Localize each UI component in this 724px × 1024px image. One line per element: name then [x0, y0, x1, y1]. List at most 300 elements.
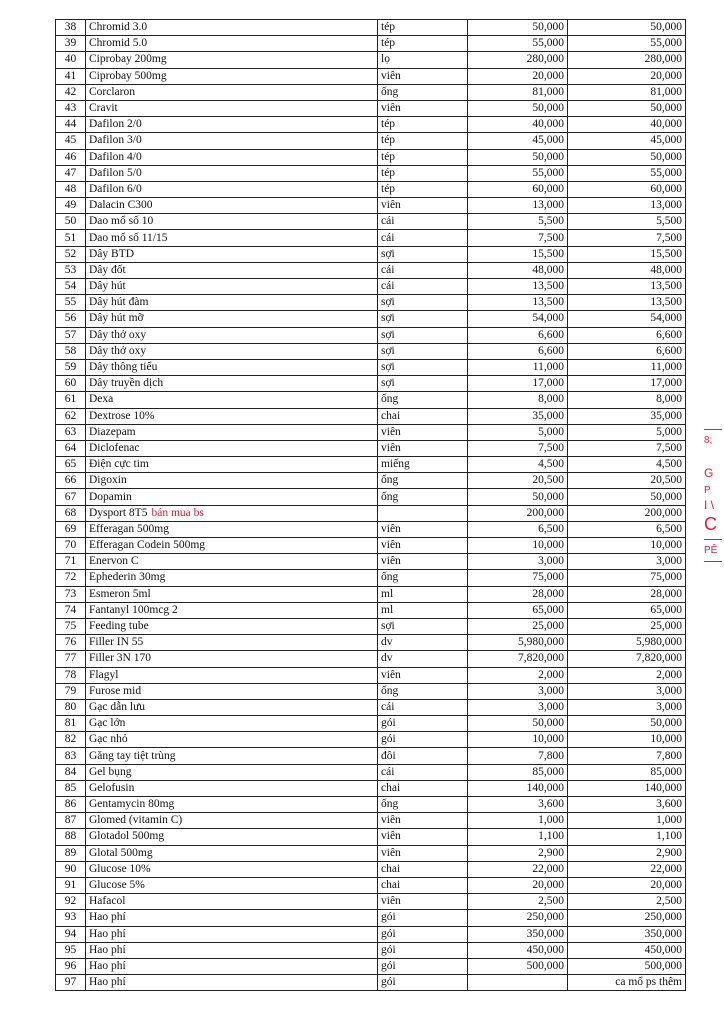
item-name-cell — [86, 813, 378, 829]
total-cell-text: 280,000 — [644, 53, 682, 66]
item-name-cell — [86, 667, 378, 683]
item-name-cell-text: Cravit — [89, 102, 118, 115]
item-name-cell-text: Efferagan Codein 500mg — [89, 539, 206, 552]
unit-cell-text: cái — [381, 765, 395, 778]
total-cell-text: 15,500 — [650, 247, 682, 260]
row-number-cell-text: 65 — [64, 458, 77, 471]
row-number-cell-text: 63 — [64, 425, 77, 438]
unit-cell-text: viên — [381, 522, 401, 535]
item-name-cell-text: Dysport 8T5 — [89, 506, 148, 519]
row-number-cell-text: 43 — [64, 102, 77, 115]
unit-price-cell — [468, 133, 568, 149]
row-number-cell — [56, 764, 86, 780]
unit-price-cell — [468, 279, 568, 295]
total-cell — [568, 84, 686, 100]
unit-price-cell — [468, 343, 568, 359]
item-name-cell-text: Ciprobay 200mg — [89, 53, 167, 66]
total-cell — [568, 343, 686, 359]
unit-price-cell — [468, 84, 568, 100]
total-cell — [568, 359, 686, 375]
table-row — [56, 327, 686, 343]
unit-cell-text: ml — [381, 587, 394, 600]
unit-cell-text: tép — [381, 118, 396, 131]
unit-cell — [378, 408, 468, 424]
row-number-cell — [56, 440, 86, 456]
table-row — [56, 732, 686, 748]
item-name-cell-text: Efferagan 500mg — [89, 522, 169, 535]
total-cell — [568, 780, 686, 796]
row-number-cell — [56, 618, 86, 634]
row-number-cell — [56, 586, 86, 602]
row-number-cell — [56, 100, 86, 116]
unit-price-cell-text: 55,000 — [532, 37, 564, 50]
total-cell-text: 8,000 — [656, 393, 682, 406]
unit-price-cell — [468, 311, 568, 327]
unit-cell — [378, 926, 468, 942]
row-number-cell — [56, 861, 86, 877]
table-row — [56, 651, 686, 667]
unit-price-cell-text: 50,000 — [532, 21, 564, 34]
row-number-cell-text: 85 — [64, 781, 77, 794]
unit-price-cell — [468, 20, 568, 36]
unit-cell-text: sợi — [381, 377, 395, 390]
row-number-cell-text: 94 — [64, 927, 77, 940]
item-name-cell — [86, 327, 378, 343]
total-cell — [568, 133, 686, 149]
row-number-cell — [56, 732, 86, 748]
unit-cell — [378, 149, 468, 165]
unit-price-cell — [468, 813, 568, 829]
total-cell — [568, 376, 686, 392]
row-number-cell — [56, 521, 86, 537]
stamp-rule — [704, 429, 722, 430]
unit-price-cell-text: 28,000 — [532, 587, 564, 600]
row-number-cell-text: 71 — [64, 555, 77, 568]
unit-cell — [378, 198, 468, 214]
total-cell — [568, 20, 686, 36]
unit-price-cell-text: 10,000 — [532, 733, 564, 746]
unit-price-cell — [468, 764, 568, 780]
total-cell-text: ca mổ ps thêm — [615, 976, 682, 989]
unit-price-cell-text: 35,000 — [532, 409, 564, 422]
unit-cell — [378, 392, 468, 408]
total-cell-text: 6,500 — [656, 522, 682, 535]
unit-cell-text: tép — [381, 21, 396, 34]
unit-price-cell-text: 17,000 — [532, 377, 564, 390]
item-name-cell — [86, 376, 378, 392]
total-cell — [568, 408, 686, 424]
unit-price-cell-text: 3,000 — [538, 700, 564, 713]
total-cell — [568, 489, 686, 505]
row-number-cell-text: 72 — [64, 571, 77, 584]
total-cell — [568, 586, 686, 602]
unit-cell-text: gói — [381, 911, 396, 924]
row-number-cell — [56, 279, 86, 295]
unit-price-cell-text: 6,600 — [538, 344, 564, 357]
unit-price-cell-text: 50,000 — [532, 490, 564, 503]
total-cell-text: 50,000 — [650, 150, 682, 163]
row-number-cell — [56, 20, 86, 36]
row-number-cell-text: 39 — [64, 37, 77, 50]
item-name-cell — [86, 68, 378, 84]
unit-cell-text: ống — [381, 85, 399, 98]
table-row — [56, 279, 686, 295]
unit-price-cell — [468, 683, 568, 699]
table-row — [56, 68, 686, 84]
stamp-text: PÊ — [704, 545, 718, 556]
unit-price-cell — [468, 975, 568, 991]
unit-price-cell-text: 500,000 — [526, 959, 564, 972]
unit-cell — [378, 20, 468, 36]
total-cell — [568, 975, 686, 991]
total-cell-text: 35,000 — [650, 409, 682, 422]
total-cell-text: 55,000 — [650, 37, 682, 50]
total-cell-text: 2,900 — [656, 846, 682, 859]
unit-price-cell-text: 13,000 — [532, 199, 564, 212]
total-cell — [568, 473, 686, 489]
row-number-cell-text: 91 — [64, 879, 77, 892]
unit-cell-text: lọ — [381, 53, 390, 66]
unit-cell-text: tép — [381, 150, 396, 163]
item-name-cell — [86, 618, 378, 634]
item-name-cell — [86, 926, 378, 942]
unit-cell-text: gói — [381, 976, 396, 989]
unit-price-cell — [468, 295, 568, 311]
row-number-cell — [56, 68, 86, 84]
total-cell-text: 1,100 — [656, 830, 682, 843]
total-cell — [568, 877, 686, 893]
table-row — [56, 877, 686, 893]
item-name-cell — [86, 440, 378, 456]
item-name-cell — [86, 829, 378, 845]
unit-cell-text: chai — [381, 781, 401, 794]
table-row — [56, 521, 686, 537]
unit-price-cell — [468, 926, 568, 942]
item-name-cell — [86, 732, 378, 748]
row-number-cell-text: 64 — [64, 441, 77, 454]
item-name-cell-text: Hao phí — [89, 959, 126, 972]
total-cell-text: 50,000 — [650, 102, 682, 115]
total-cell-text: 7,800 — [656, 749, 682, 762]
unit-cell-text: ống — [381, 474, 399, 487]
table-row — [56, 618, 686, 634]
unit-cell — [378, 586, 468, 602]
unit-cell — [378, 343, 468, 359]
unit-price-cell-text: 45,000 — [532, 134, 564, 147]
stamp-text: 8; — [704, 435, 713, 446]
unit-price-cell — [468, 732, 568, 748]
row-number-cell-text: 49 — [64, 199, 77, 212]
unit-price-cell-text: 22,000 — [532, 862, 564, 875]
row-number-cell — [56, 165, 86, 181]
unit-cell-text: cái — [381, 231, 395, 244]
row-number-cell — [56, 246, 86, 262]
unit-price-cell-text: 65,000 — [532, 603, 564, 616]
unit-price-cell-text: 20,500 — [532, 474, 564, 487]
row-number-cell — [56, 149, 86, 165]
unit-price-cell — [468, 521, 568, 537]
item-name-cell-text: Gạc nhỏ — [89, 733, 128, 746]
total-cell — [568, 829, 686, 845]
unit-cell — [378, 505, 468, 521]
item-name-cell — [86, 343, 378, 359]
unit-cell — [378, 554, 468, 570]
total-cell — [568, 732, 686, 748]
total-cell-text: 20,000 — [650, 69, 682, 82]
row-number-cell — [56, 359, 86, 375]
row-number-cell-text: 77 — [64, 652, 77, 665]
row-number-cell — [56, 181, 86, 197]
unit-price-cell — [468, 829, 568, 845]
unit-cell — [378, 570, 468, 586]
row-number-cell — [56, 505, 86, 521]
row-number-cell-text: 88 — [64, 830, 77, 843]
table-row — [56, 424, 686, 440]
unit-cell-text: viên — [381, 425, 401, 438]
table-row — [56, 748, 686, 764]
table-row — [56, 829, 686, 845]
unit-cell — [378, 440, 468, 456]
unit-price-cell — [468, 424, 568, 440]
total-cell-text: 10,000 — [650, 733, 682, 746]
item-name-cell — [86, 602, 378, 618]
unit-cell-text: cái — [381, 700, 395, 713]
row-number-cell — [56, 716, 86, 732]
row-number-cell — [56, 813, 86, 829]
stamp-text: I \ — [704, 498, 715, 512]
row-number-cell-text: 59 — [64, 361, 77, 374]
total-cell — [568, 538, 686, 554]
unit-cell-text: gói — [381, 959, 396, 972]
total-cell-text: 20,500 — [650, 474, 682, 487]
unit-price-cell-text: 2,000 — [538, 668, 564, 681]
row-number-cell — [56, 489, 86, 505]
unit-cell-text: viên — [381, 441, 401, 454]
item-name-cell — [86, 489, 378, 505]
row-number-cell-text: 86 — [64, 798, 77, 811]
total-cell — [568, 424, 686, 440]
item-name-cell — [86, 262, 378, 278]
total-cell — [568, 894, 686, 910]
row-number-cell — [56, 214, 86, 230]
row-number-cell-text: 66 — [64, 474, 77, 487]
item-name-cell — [86, 133, 378, 149]
table-row — [56, 716, 686, 732]
unit-cell — [378, 424, 468, 440]
table-row — [56, 473, 686, 489]
row-number-cell-text: 48 — [64, 182, 77, 195]
total-cell — [568, 100, 686, 116]
row-number-cell — [56, 554, 86, 570]
unit-cell-text: cái — [381, 215, 395, 228]
table-row — [56, 392, 686, 408]
item-name-cell-text: Gạc dẫn lưu — [89, 700, 146, 713]
unit-price-cell-text: 5,500 — [538, 215, 564, 228]
red-stamp-fragment — [702, 435, 724, 570]
unit-price-cell — [468, 586, 568, 602]
row-number-cell — [56, 651, 86, 667]
total-cell — [568, 910, 686, 926]
unit-cell-text: viên — [381, 830, 401, 843]
unit-cell-text: viên — [381, 555, 401, 568]
item-name-cell-text: Glotadol 500mg — [89, 830, 165, 843]
item-name-cell-text: Ciprobay 500mg — [89, 69, 167, 82]
total-cell-text: 350,000 — [644, 927, 682, 940]
row-number-cell-text: 40 — [64, 53, 77, 66]
unit-cell-text: sợi — [381, 312, 395, 325]
unit-price-cell-text: 10,000 — [532, 539, 564, 552]
item-name-cell-text: Dafilon 2/0 — [89, 118, 142, 131]
table-row — [56, 683, 686, 699]
row-number-cell-text: 42 — [64, 85, 77, 98]
unit-price-cell — [468, 651, 568, 667]
unit-cell — [378, 829, 468, 845]
table-row — [56, 262, 686, 278]
unit-price-cell-text: 280,000 — [526, 53, 564, 66]
item-name-cell-text: Gel bụng — [89, 765, 132, 778]
item-name-cell — [86, 635, 378, 651]
unit-price-cell — [468, 408, 568, 424]
item-name-cell — [86, 699, 378, 715]
row-number-cell-text: 54 — [64, 280, 77, 293]
table-row — [56, 295, 686, 311]
row-number-cell-text: 80 — [64, 700, 77, 713]
row-number-cell — [56, 780, 86, 796]
total-cell — [568, 845, 686, 861]
row-number-cell — [56, 877, 86, 893]
item-name-cell-text: Dây thở oxy — [89, 328, 147, 341]
unit-cell-text: sợi — [381, 296, 395, 309]
total-cell — [568, 764, 686, 780]
item-name-cell-text: Dao mổ số 10 — [89, 215, 154, 228]
unit-cell-text: chai — [381, 862, 401, 875]
unit-price-cell-text: 350,000 — [526, 927, 564, 940]
row-number-cell — [56, 311, 86, 327]
total-cell — [568, 958, 686, 974]
row-number-cell-text: 87 — [64, 814, 77, 827]
unit-price-cell — [468, 861, 568, 877]
row-number-cell — [56, 845, 86, 861]
item-name-cell-text: Điện cực tim — [89, 458, 149, 471]
unit-cell-text: ống — [381, 393, 399, 406]
table-row — [56, 635, 686, 651]
item-name-cell-text: Dextrose 10% — [89, 409, 155, 422]
table-row — [56, 214, 686, 230]
total-cell — [568, 279, 686, 295]
unit-cell — [378, 845, 468, 861]
item-name-cell — [86, 505, 378, 521]
unit-cell — [378, 683, 468, 699]
unit-price-cell-text: 60,000 — [532, 182, 564, 195]
total-cell-text: 500,000 — [644, 959, 682, 972]
total-cell — [568, 327, 686, 343]
row-number-cell-text: 95 — [64, 943, 77, 956]
unit-cell — [378, 165, 468, 181]
total-cell — [568, 505, 686, 521]
row-number-cell-text: 67 — [64, 490, 77, 503]
row-number-cell — [56, 602, 86, 618]
unit-cell-text: viên — [381, 846, 401, 859]
total-cell — [568, 165, 686, 181]
unit-cell — [378, 877, 468, 893]
item-name-cell-text: Fantanyl 100mcg 2 — [89, 603, 178, 616]
unit-price-cell-text: 450,000 — [526, 943, 564, 956]
table-row — [56, 538, 686, 554]
row-number-cell-text: 82 — [64, 733, 77, 746]
unit-price-cell-text: 50,000 — [532, 102, 564, 115]
unit-cell-text: tép — [381, 37, 396, 50]
row-number-cell — [56, 52, 86, 68]
total-cell-text: 17,000 — [650, 377, 682, 390]
unit-cell — [378, 699, 468, 715]
total-cell — [568, 861, 686, 877]
unit-price-cell — [468, 327, 568, 343]
unit-price-cell-text: 4,500 — [538, 458, 564, 471]
unit-price-cell-text: 6,600 — [538, 328, 564, 341]
item-name-cell — [86, 52, 378, 68]
row-number-cell — [56, 457, 86, 473]
row-number-cell — [56, 295, 86, 311]
total-cell — [568, 554, 686, 570]
row-number-cell-text: 68 — [64, 506, 77, 519]
unit-price-cell-text: 3,000 — [538, 684, 564, 697]
unit-price-cell-text: 7,800 — [538, 749, 564, 762]
unit-cell — [378, 748, 468, 764]
item-name-cell — [86, 942, 378, 958]
unit-cell — [378, 894, 468, 910]
unit-cell — [378, 376, 468, 392]
item-name-cell-text: Chromid 3.0 — [89, 21, 148, 34]
row-number-cell — [56, 797, 86, 813]
unit-price-cell — [468, 845, 568, 861]
unit-cell — [378, 813, 468, 829]
row-number-cell — [56, 910, 86, 926]
total-cell — [568, 440, 686, 456]
total-cell-text: 3,000 — [656, 555, 682, 568]
item-name-cell-text: Găng tay tiệt trùng — [89, 749, 176, 762]
row-number-cell-text: 83 — [64, 749, 77, 762]
items-table-body — [56, 20, 686, 991]
table-row — [56, 100, 686, 116]
total-cell-text: 5,000 — [656, 425, 682, 438]
unit-cell — [378, 618, 468, 634]
total-cell-text: 28,000 — [650, 587, 682, 600]
unit-cell — [378, 311, 468, 327]
item-name-cell-text: Dây hút đàm — [89, 296, 149, 309]
item-name-cell — [86, 958, 378, 974]
table-row — [56, 505, 686, 521]
item-name-cell-text: Dafilon 5/0 — [89, 166, 142, 179]
row-number-cell — [56, 473, 86, 489]
unit-price-cell — [468, 748, 568, 764]
unit-price-cell — [468, 68, 568, 84]
table-row — [56, 246, 686, 262]
table-row — [56, 376, 686, 392]
unit-cell — [378, 68, 468, 84]
unit-cell — [378, 942, 468, 958]
table-row — [56, 797, 686, 813]
unit-cell-text: cái — [381, 280, 395, 293]
unit-price-cell — [468, 198, 568, 214]
item-name-cell-text: Dalacin C300 — [89, 199, 153, 212]
item-name-cell-text: Hao phí — [89, 927, 126, 940]
total-cell — [568, 699, 686, 715]
item-name-cell — [86, 84, 378, 100]
unit-price-cell-text: 50,000 — [532, 150, 564, 163]
total-cell — [568, 942, 686, 958]
total-cell — [568, 295, 686, 311]
table-row — [56, 975, 686, 991]
